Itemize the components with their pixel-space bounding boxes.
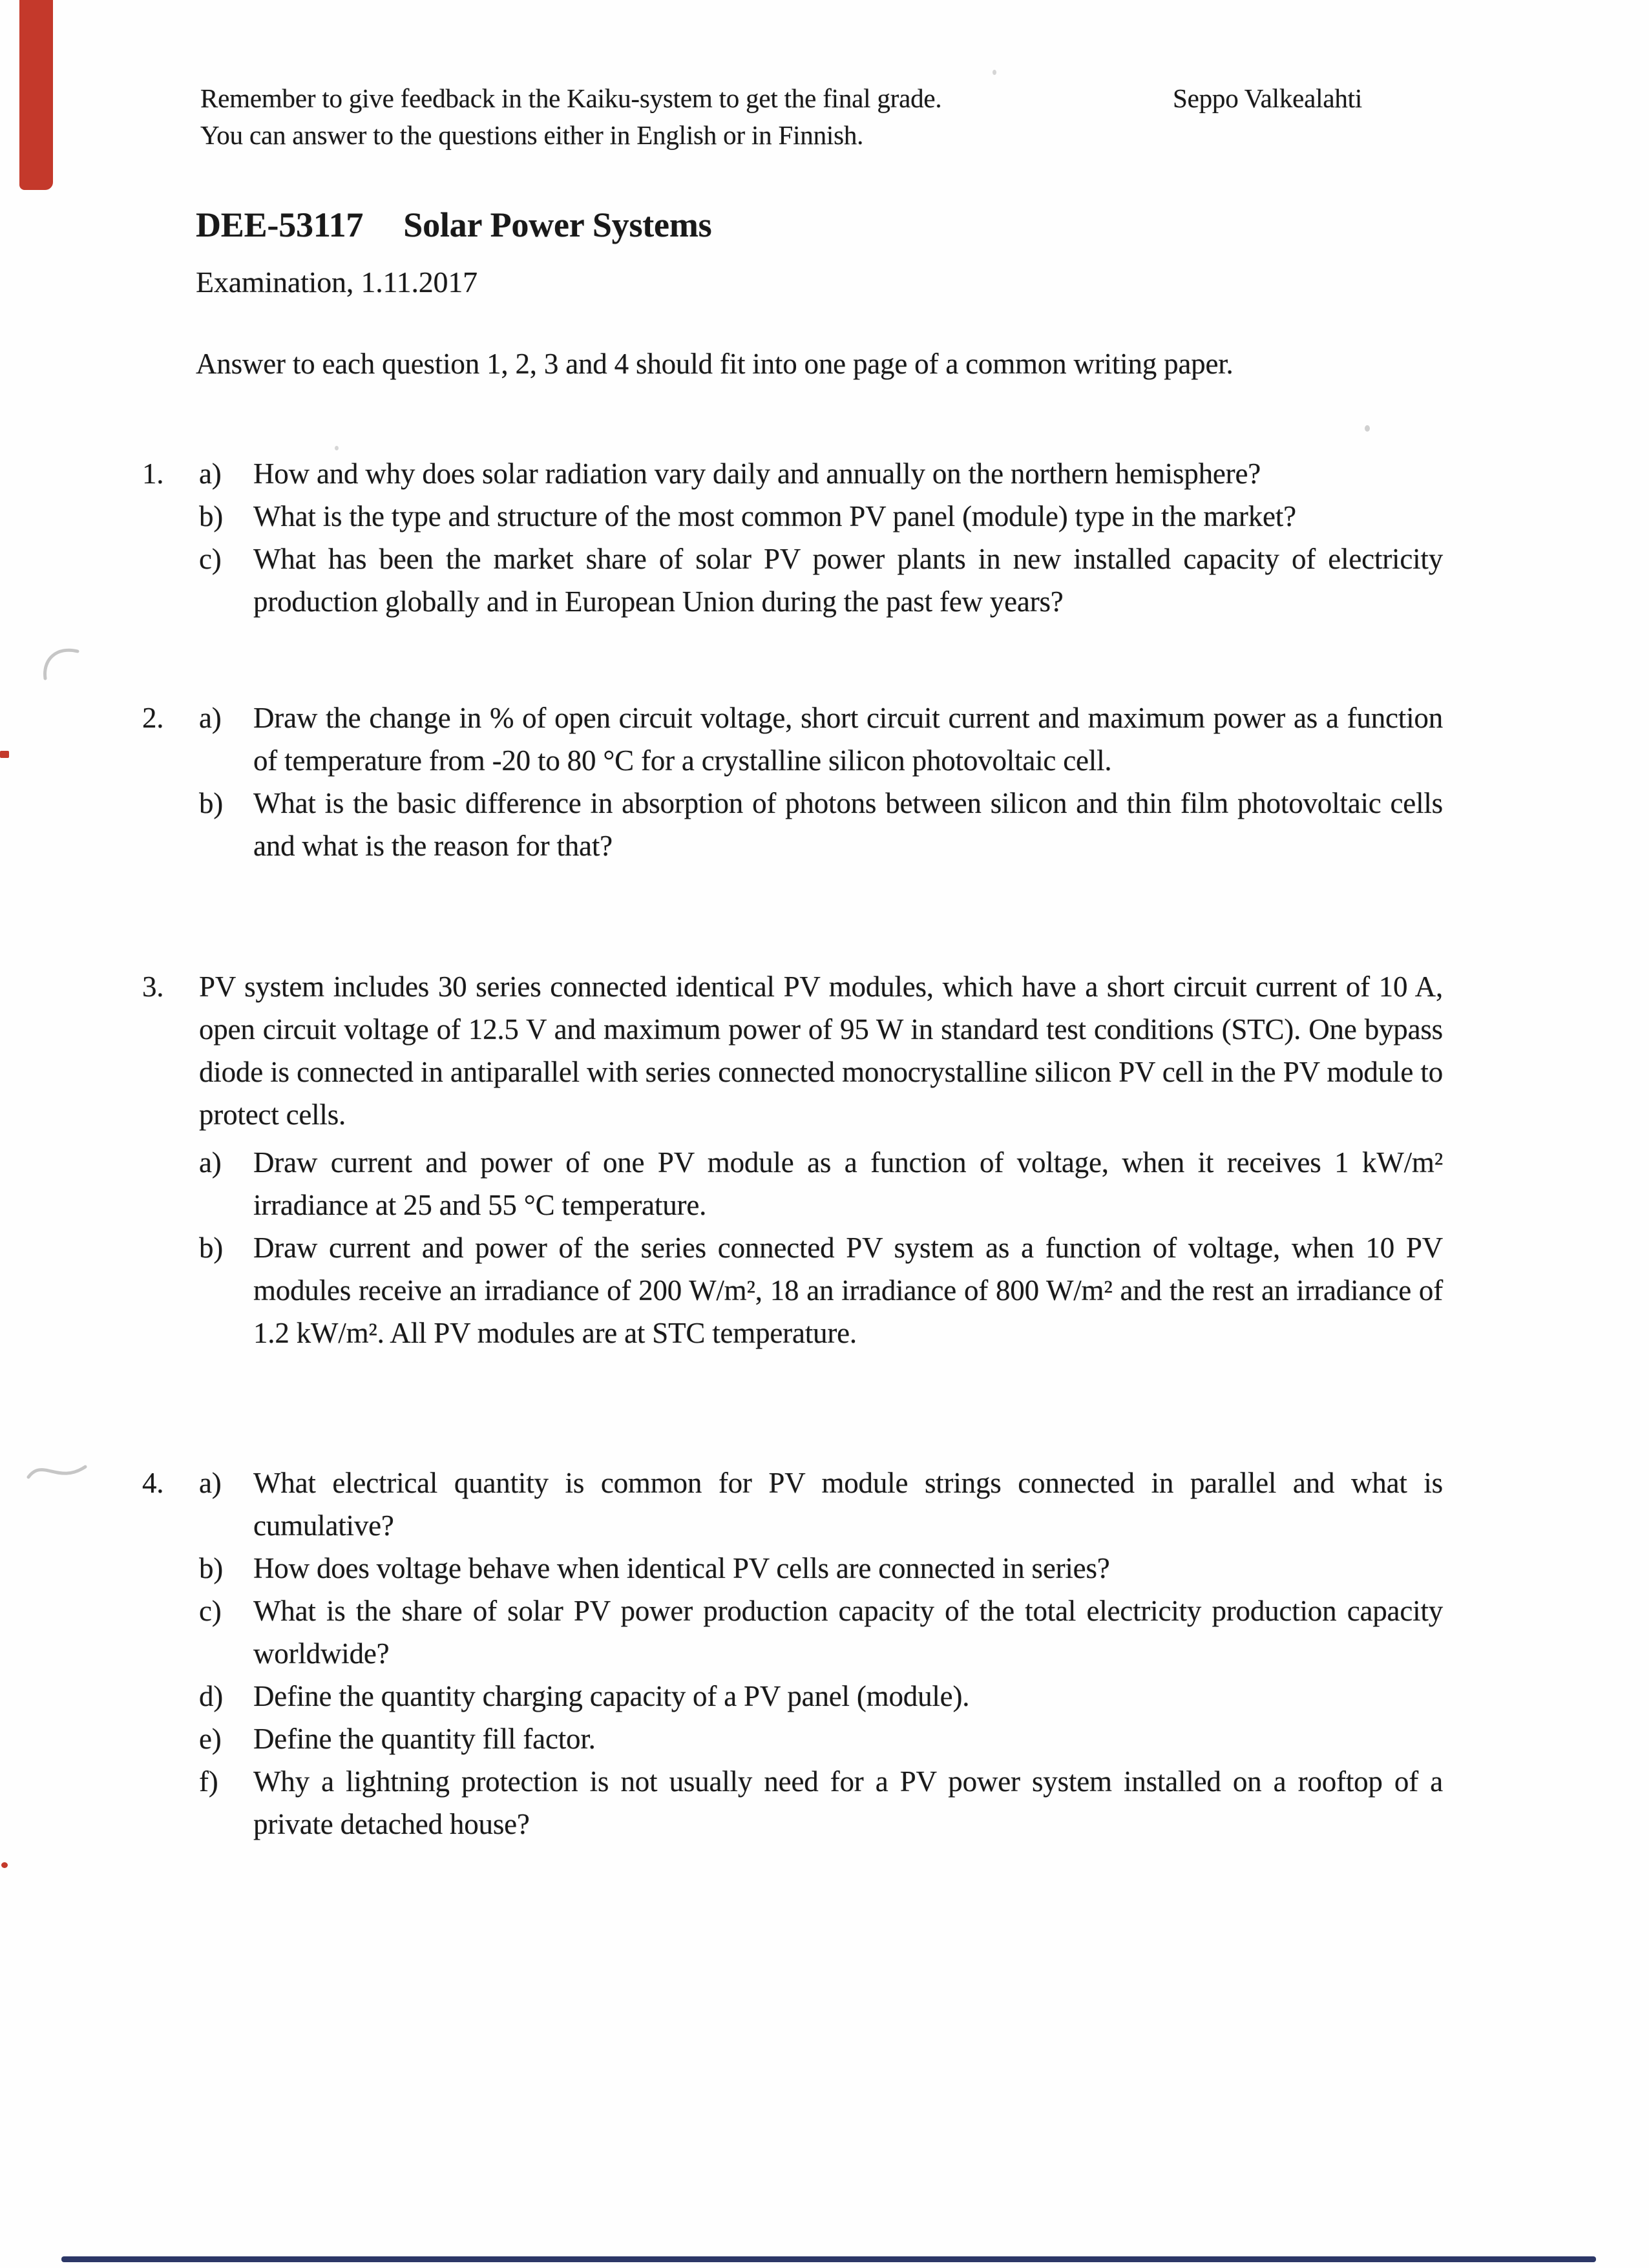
scan-speck [335,446,339,450]
question-2b [199,782,1443,867]
part-label: c) [199,543,222,575]
pencil-squiggle-mark [37,645,84,682]
question-2-body [199,697,1443,867]
exam-title [196,205,711,244]
part-label: a) [199,1146,222,1179]
question-3-body [199,965,1443,1354]
scan-speck [993,70,996,75]
part-label: a) [199,1467,222,1499]
feedback-note-line2: You can answer to the questions either in English or in Finnish. [200,120,864,150]
pencil-swoosh-mark [25,1453,89,1489]
course-code: DEE-53117 [196,205,364,244]
question-3a [199,1141,1443,1226]
part-text: What is the basic difference in absorption of photons between silicon and thin film photovoltaic cells and what is the reason for that? [253,787,1443,862]
part-text: What has been the market share of solar PV power plants in new installed capacity of electricity production globally and in European Union during the past few years? [253,543,1443,618]
part-text: Define the quantity charging capacity of a PV panel (module). [253,1680,970,1712]
question-4d [199,1675,1443,1717]
question-1-number: 1. [142,457,164,490]
part-text: Why a lightning protection is not usually need for a PV power system installed on a rooftop of a private detached house? [253,1765,1443,1840]
part-text: What is the share of solar PV power production capacity of the total electricity production capacity worldwide? [253,1595,1443,1670]
scan-bottom-edge-line [61,2256,1596,2262]
scan-speck [1365,425,1370,432]
part-text: How does voltage behave when identical PV cells are connected in series? [253,1552,1110,1584]
part-label: d) [199,1680,224,1712]
scan-red-dot-artifact [1,1862,8,1868]
general-instruction: Answer to each question 1, 2, 3 and 4 should fit into one page of a common writing paper. [196,348,1234,380]
part-text: Draw current and power of the series connected PV system as a function of voltage, when 10 PV modules receive an irradiance of 200 W/m², 18 an irradiance of 800 W/m² and the rest an irradiance of 1.2 kW/m². All PV modules are at STC temperature. [253,1232,1443,1349]
scan-red-stripe-artifact [19,0,53,190]
question-4c [199,1590,1443,1675]
question-1b [199,495,1443,538]
question-3-parts [199,1141,1443,1354]
part-label: c) [199,1595,222,1627]
course-name: Solar Power Systems [403,205,712,244]
examiner-name: Seppo Valkealahti [1173,83,1363,113]
part-text: What is the type and structure of the most common PV panel (module) type in the market? [253,500,1296,532]
part-label: b) [199,1552,224,1584]
part-label: f) [199,1765,218,1798]
part-text: Draw the change in % of open circuit voltage, short circuit current and maximum power as a function of temperature from -20 to 80 °C for a crystalline silicon photovoltaic cell. [253,702,1443,777]
question-4b [199,1547,1443,1590]
question-2-number: 2. [142,702,164,734]
part-text: What electrical quantity is common for PV module strings connected in parallel and what is cumulative? [253,1467,1443,1542]
part-label: e) [199,1723,222,1755]
question-3-number: 3. [142,971,164,1003]
question-1c [199,538,1443,623]
part-label: a) [199,702,222,734]
feedback-note-line1: Remember to give feedback in the Kaiku-system to get the final grade. [200,83,942,113]
part-label: b) [199,1232,224,1264]
part-label: b) [199,500,224,532]
question-4e [199,1717,1443,1760]
part-label: a) [199,457,222,490]
part-text: How and why does solar radiation vary daily and annually on the northern hemisphere? [253,457,1261,490]
question-2 [142,697,1443,867]
question-1 [142,452,1443,623]
header-feedback-note [200,80,1040,154]
question-1-body [199,452,1443,623]
question-4-body [199,1462,1443,1845]
part-label: b) [199,787,224,819]
question-4-number: 4. [142,1467,164,1499]
question-4 [142,1462,1443,1845]
question-4a [199,1462,1443,1547]
question-3-intro: PV system includes 30 series connected identical PV modules, which have a short circuit current of 10 A, open circuit voltage of 12.5 V and maximum power of 95 W in standard test conditions (STC). One bypass diode is connected in antiparallel with series connected monocrystalline silicon PV cell in the PV module to protect cells. [199,971,1443,1131]
part-text: Define the quantity fill factor. [253,1723,596,1755]
part-text: Draw current and power of one PV module as a function of voltage, when it receives 1 kW/m² irradiance at 25 and 55 °C temperature. [253,1146,1443,1221]
question-3b [199,1226,1443,1354]
question-2a [199,697,1443,782]
question-1a [199,452,1443,495]
question-3 [142,965,1443,1354]
scan-red-tick-artifact [0,751,9,758]
question-4f [199,1760,1443,1845]
exam-date-line: Examination, 1.11.2017 [196,266,478,299]
